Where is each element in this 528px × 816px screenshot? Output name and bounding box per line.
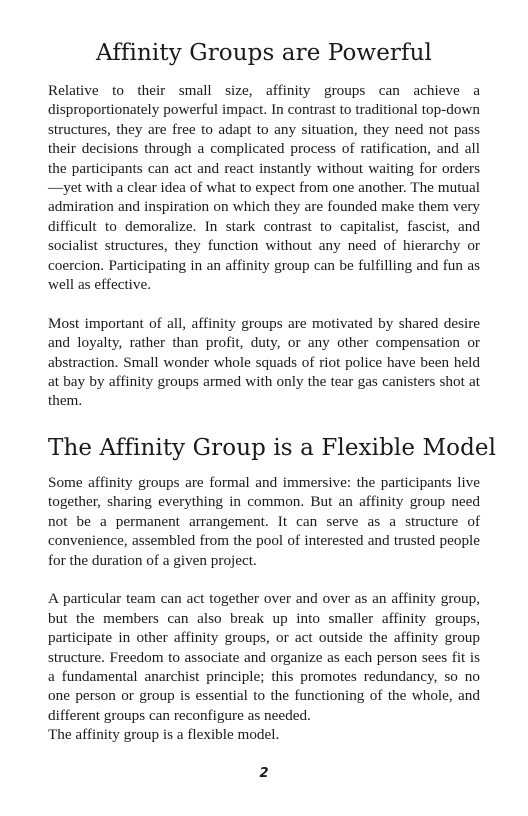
paragraph-team-structure: A particular team can act together over and over as an affinity group, but the members can also break up into smaller affinity groups, participate in other affinity groups, or act outside the affinity group structure. Freedom to associate and organize as each person sees fit is a fundamental anarchist principle; this promotes redundancy, so no one person or group is essential to the functioning of the whole, and different groups can reconfigure as needed.	[48, 590, 480, 724]
paragraph-formal-groups: Some affinity groups are formal and immersive: the participants live together, sharing everything in common. But an affinity group need not be a permanent arrangement. It can serve as a structure of convenience, assembled from the pool of interested and trusted people for the duration of a given project.	[48, 473, 480, 569]
section-heading-flexible-model: The Affinity Group is a Flexible Model	[48, 434, 497, 461]
page-content	[48, 38, 497, 745]
page-number: 2	[259, 766, 269, 781]
paragraph-relative-size: Relative to their small size, affinity groups can achieve a disproportionately powerful impact. In contrast to traditional top-down structures, they are free to adapt to any situation, they need not pass their decisions through a complicated process of ratification, and all the participants can act and react instantly without waiting for orders—yet with a clear idea of what to expect from one another. The mutual admiration and inspiration on which they are founded make them very difficult to demoralize. In stark contrast to capitalist, fascist, and socialist structures, they function without any need of hierarchy or coercion. Participating in an affinity group can be fulfilling and fun as well as effective.	[48, 82, 480, 294]
paragraph-flexible-model: The affinity group is a flexible model.	[48, 726, 280, 744]
paragraph-motivation: Most important of all, affinity groups are motivated by shared desire and loyalty, rather than profit, duty, or any other compensation or abstraction. Small wonder whole squads of riot police have been held at bay by affinity groups armed with only the tear gas canisters shot at them.	[48, 314, 480, 410]
section-heading-powerful: Affinity Groups are Powerful	[96, 40, 432, 66]
